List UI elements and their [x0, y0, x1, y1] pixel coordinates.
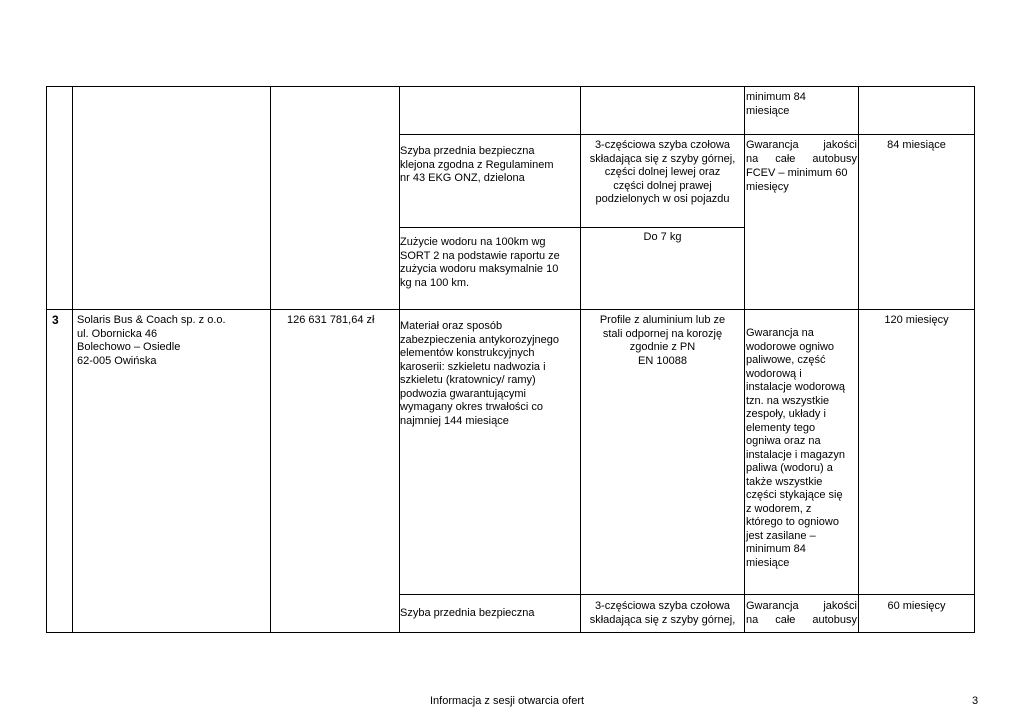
material-offer-cell: Profile z aluminium lub ze stali odpornej na korozję zgodnie z PN EN 10088: [599, 314, 726, 367]
windshield-offer-cell: 3-częściowa szyba czołowa składająca się z szyby górnej, części dolnej lewej oraz części dolnej prawej podzielonych w osi pojazdu: [589, 139, 736, 205]
material-criterion-cell: Materiał oraz sposób zabezpieczenia antykorozyjnego elementów konstrukcyjnych karoserii: szkieletu nadwozia i szkieletu (kratownicy/ ramy) podwozia gwarantującymi wymagany okres trwałości co najmniej 144 miesiące: [400, 320, 559, 427]
windshield-warranty-line2: na całe autobusy: [746, 153, 857, 165]
column-divider: [72, 86, 73, 633]
windshield-offer-cell: 3-częściowa szyba czołowa składająca się z szyby górnej,: [589, 600, 736, 626]
material-period-cell: 120 miesięcy: [884, 314, 949, 326]
footer-title: Informacja z sesji otwarcia ofert: [430, 695, 585, 707]
hydrogen-warranty-cell: Gwarancja na wodorowe ogniwo paliwowe, część wodorową i instalacje wodorową tzn. na wszystkie zespoły, układy i elementy tego ogniwa oraz na instalacje i magazyn paliwa (wodoru) a także wszystkie części stykające się z wodorem, z którego to ogniowo jest zasilane – minimum 84 miesiące: [746, 327, 846, 569]
row-divider: [46, 309, 975, 310]
price-cell: 126 631 781,64 zł: [287, 314, 375, 326]
row-divider: [399, 134, 975, 135]
hydrogen-offer-cell: Do 7 kg: [643, 231, 682, 243]
windshield-warranty-line2: na całe autobusy: [746, 614, 857, 626]
warranty-tail-cell: minimum 84 miesiące: [746, 91, 806, 117]
windshield-criterion-cell: Szyba przednia bezpieczna klejona zgodna z Regulaminem nr 43 EKG ONZ, dzielona: [400, 145, 554, 184]
column-divider: [46, 86, 47, 633]
hydrogen-criterion-cell: Zużycie wodoru na 100km wg SORT 2 na podstawie raportu ze zużycia wodoru maksymalnie 10 kg na 100 km.: [400, 236, 560, 289]
page-number: 3: [972, 695, 979, 707]
table-bottom-border: [46, 632, 975, 633]
column-divider: [858, 86, 859, 633]
table-top-border: [46, 86, 975, 87]
column-divider: [270, 86, 271, 633]
row-divider: [399, 594, 975, 595]
windshield-warranty-line1: Gwarancja jakości: [746, 139, 857, 151]
company-cell: Solaris Bus & Coach sp. z o.o. ul. Obornicka 46 Bolechowo – Osiedle 62-005 Owińska: [77, 314, 226, 367]
windshield-period-cell: 84 miesiące: [887, 139, 946, 151]
windshield-warranty-rest: FCEV – minimum 60 miesięcy: [746, 167, 848, 193]
windshield-warranty-line1: Gwarancja jakości: [746, 600, 857, 612]
row-divider: [399, 227, 745, 228]
windshield-criterion-cell: Szyba przednia bezpieczna: [400, 607, 535, 619]
table-right-border: [974, 86, 975, 633]
row-number-cell: 3: [52, 313, 59, 327]
windshield-period-cell: 60 miesięcy: [887, 600, 946, 612]
